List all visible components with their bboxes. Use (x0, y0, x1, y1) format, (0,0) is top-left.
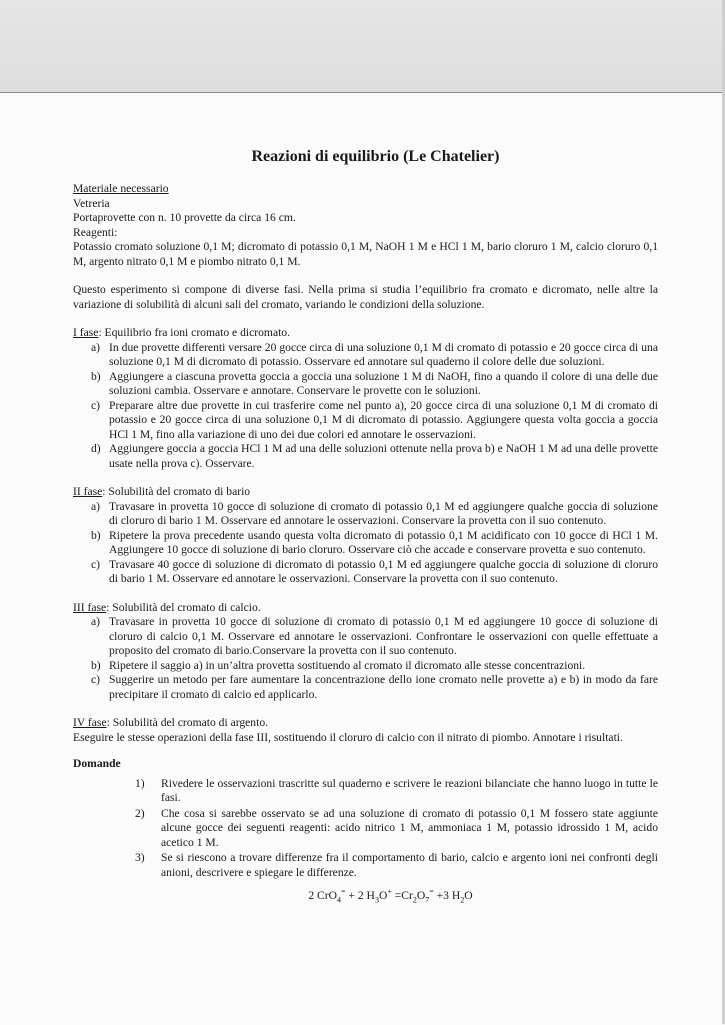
list-item: a) Travasare in provetta 10 gocce di soluzione di cromato di potassio 0,1 M ed aggiungere 10 gocce di soluzione di cloruro di calcio 0,1 M. Osservare ed annotare le osservazioni. Confrontare le osservazioni con quelle effettuate a proposito del cromato di bario.Conservare la provetta con il suo contenuto. (91, 615, 658, 657)
list-item: c) Suggerire un metodo per fare aumentare la concentrazione dello ione cromato nelle provette a) e b) in modo da fare precipitare il cromato di calcio ed applicarlo. (91, 673, 658, 701)
equilibrium-equation: 2 CrO$_4$= + 2 $H_3O^+ =Cr_2O_7^= +3$ $H_2O$ (308, 887, 473, 905)
document-title: Reazioni di equilibrio (Le Chatelier) (251, 148, 500, 165)
list-item: b) Aggiungere a ciascuna provetta goccia a goccia una soluzione 1 M di NaOH, fino a quando il colore di una delle due soluzioni cambia. Osservare e annotare. Conservare le provette con le soluzioni. (91, 369, 658, 397)
fase-heading: III fase: Solubilità del cromato di calcio. (73, 600, 261, 614)
intro-paragraph: Questo esperimento si compone di diverse fasi. Nella prima si studia l’equilibrio fra cromato e dicromato, nelle altre la variazione di solubilità di alcuni sali del cromato, variando le condizioni della soluzione. (73, 283, 658, 311)
fase-2-steps (73, 500, 658, 587)
list-item: b) Ripetere il saggio a) in un’altra provetta sostituendo al cromato il dicromato alle stesse concentrazioni. (91, 658, 586, 672)
document-content (73, 147, 658, 904)
fase-3-steps (73, 615, 658, 702)
list-item: 3) Se si riescono a trovare differenze fra il comportamento di bario, calcio e argento ioni nei confronti degli anioni, descrivere e spiegare le differenze. (135, 851, 658, 879)
domande-list (73, 777, 658, 881)
materiale-line: Reagenti: (73, 225, 118, 239)
fase-1-steps (73, 341, 658, 472)
list-item: 1) Rivedere le osservazioni trascritte sul quaderno e scrivere le reazioni bilanciate che hanno luogo in tutte le fasi. (135, 776, 658, 804)
materiale-heading: Materiale necessario (73, 182, 169, 195)
fase-heading: IV fase: Solubilità del cromato di argento. (73, 716, 269, 729)
list-item: a) In due provette differenti versare 20 gocce circa di una soluzione 0,1 M di cromato di potassio e 20 gocce circa di una soluzione 0,1 M di dicromato di potassio. Osservare ed annotare sul quaderno il colore delle due soluzioni. (91, 340, 658, 368)
domande-heading: Domande (73, 757, 121, 770)
fase-heading: II fase: Solubilità del cromato di bario (73, 485, 251, 498)
reagenti-list: Potassio cromato soluzione 0,1 M; dicromato di potassio 0,1 M, NaOH 1 M e HCl 1 M, bario cloruro 1 M, calcio cloruro 0,1 M, argento nitrato 0,1 M e piombo nitrato 0,1 M. (73, 240, 658, 268)
list-item: d) Aggiungere goccia a goccia HCl 1 M ad una delle soluzioni ottenute nella prova b) e NaOH 1 M ad una delle provette usate nella prova c). Osservare. (91, 442, 658, 470)
list-item: a) Travasare in provetta 10 gocce di soluzione di cromato di potassio 0,1 M ed aggiungere qualche goccia di soluzione di cloruro di bario 1 M. Osservare ed annotare le osservazioni. Conservare la provetta con il suo contenuto. (91, 499, 658, 527)
materiale-line: Portaprovette con n. 10 provette da circa 16 cm. (73, 211, 296, 224)
materiale-line: Vetreria (73, 196, 110, 210)
fase-4-text: Eseguire le stesse operazioni della fase III, sostituendo il cloruro di calcio con il nitrato di piombo. Annotare i risultati. (73, 730, 623, 744)
fase-heading: I fase: Equilibrio fra ioni cromato e dicromato. (73, 326, 291, 339)
list-item: c) Travasare 40 gocce di soluzione di dicromato di potassio 0,1 M ed aggiungere qualche goccia di soluzione di cloruro di bario 1 M. Osservare ed annotare le osservazioni. Conservare la provetta con il suo contenuto. (91, 557, 658, 585)
list-item: 2) Che cosa si sarebbe osservato se ad una soluzione di cromato di potassio 0,1 M fossero state aggiunte alcune gocce dei seguenti reagenti: acido nitrico 1 M, ammoniaca 1 M, potassio idrossido 1 M, acido acetico 1 M. (135, 806, 658, 849)
list-item: b) Ripetere la prova precedente usando questa volta dicromato di potassio 0,1 M acidificato con 10 gocce di HCl 1 M. Aggiungere 10 gocce di soluzione di bario cloruro. Osservare ciò che accade e conservare provetta e suo contenuto. (91, 528, 658, 556)
list-item: c) Preparare altre due provette in cui trasferire come nel punto a), 20 gocce circa di una soluzione 0,1 M di cromato di potassio e 20 gocce circa di una soluzione 0,1 M di dicromato di potassio. Aggiungere questa volta goccia a goccia HCl 1 M, fino alla variazione di uno dei due colori ed annotare le osservazioni. (91, 398, 658, 441)
scan-background (0, 0, 725, 92)
